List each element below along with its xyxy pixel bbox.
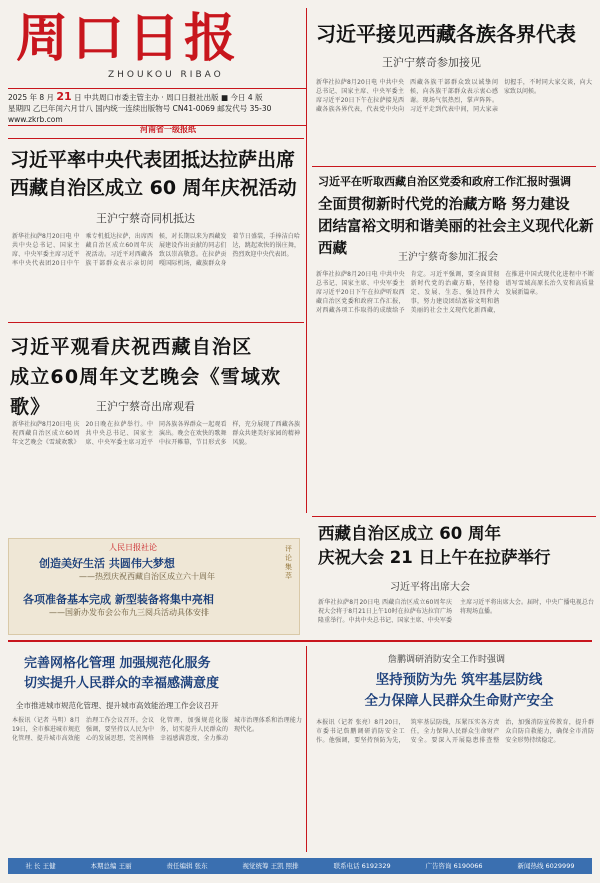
footer-item: 新闻热线 6029999 <box>517 862 575 870</box>
story7-headline-line1: 坚持预防为先 筑牢基层防线 <box>375 672 543 688</box>
story4-body: 新华社拉萨8月20日电 庆祝西藏自治区成立60周年文艺晚会《雪域欢歌》20日晚在拉萨举行。中共中央总书记、国家主席、中央军委主席习近平同各族各界群众一起观看演出。晚会在欢快的歌舞中拉开帷幕，节目形式多样，充分展现了西藏各族群众共建美好家园的精神风貌。 <box>12 421 300 446</box>
rule <box>8 138 304 139</box>
rule <box>8 322 304 323</box>
cn-number: 国内统一连续出版物号 CN41-0069 <box>95 104 215 113</box>
story3-headline-line3: 团结富裕文明和谐美丽的社会主义现代化新西藏 <box>318 219 594 257</box>
story5-headline-line2: 庆祝大会 21 日上午在拉萨举行 <box>318 548 551 567</box>
story4-headline-line2: 成立60周年文艺晚会《雪域欢歌》 <box>10 366 282 418</box>
story6-headline <box>24 654 314 694</box>
story6-subhead: 全市推进城市规范化管理、提升城市高效能治理工作会议召开 <box>16 701 219 710</box>
editorial-tag: 人民日报社论 <box>109 543 157 552</box>
story2-subhead: 王沪宁蔡奇同机抵达 <box>96 212 195 225</box>
editorial-subtitle-2: ——国新办发布会公布九三阅兵活动具体安排 <box>49 608 209 617</box>
sponsor: 中共周口市委主管主办 · 周口日报社出版 <box>84 93 219 102</box>
paper-grade: 河南省一级报纸 <box>140 125 196 134</box>
editorial-side-label: 评论集萃 <box>285 545 292 580</box>
website: www.zkrb.com <box>8 115 63 124</box>
story2-body: 新华社拉萨8月20日电 中共中央总书记、国家主席、中央军委主席习近平率中央代表团20日中午乘专机抵达拉萨，出席西藏自治区成立60周年庆祝活动。习近平对西藏各族干部群众表示亲切问候，对长期以来为西藏发展建设作出贡献的同志们致以崇高敬意。在拉萨贡嘎国际机场，藏族群众身着节日盛装，手捧洁白哈达，跳起欢快的锅庄舞，热烈欢迎中央代表团。 <box>12 233 300 267</box>
story4-headline-line1: 习近平观看庆祝西藏自治区 <box>10 336 253 358</box>
story4-subhead: 王沪宁蔡奇出席观看 <box>96 400 195 413</box>
rule <box>312 166 596 167</box>
issue-pages: 今日 4 版 <box>230 93 263 102</box>
story3-subhead: 王沪宁蔡奇参加汇报会 <box>398 252 498 263</box>
editorial-title-1: 创造美好生活 共圆伟大梦想 <box>39 557 175 570</box>
footer-item: 社 长 王健 <box>25 862 56 870</box>
story3-headline-line2: 全面贯彻新时代党的治藏方略 努力建设 <box>318 197 570 213</box>
story1-subhead: 王沪宁蔡奇参加接见 <box>382 56 481 69</box>
editorial-title-2: 各项准备基本完成 新型装备将集中亮相 <box>23 593 214 606</box>
story1-headline: 习近平接见西藏各族各界代表 <box>316 22 576 46</box>
date-year: 2025 年 8 月 <box>8 93 55 102</box>
story7-headline <box>322 670 596 712</box>
post-code: 邮发代号 35-30 <box>217 104 272 113</box>
story5-body: 新华社拉萨8月20日电 西藏自治区成立60周年庆祝大会将于8月21日上午10时在拉萨布达拉宫广场隆重举行。中共中央总书记、国家主席、中央军委主席习近平将出席大会。届时，中央广播电视总台将现场直播。 <box>318 599 594 624</box>
editorial-box <box>8 538 300 635</box>
story6-body: 本报讯（记者 马明）8月19日，全市推进城市规范化管理、提升城市高效能治理工作会议召开。会议强调，要坚持以人民为中心的发展思想，完善网格化管理，加强规范化服务，切实提升人民群众的幸福感满意度，全力推动城市治理体系和治理能力现代化。 <box>12 717 302 742</box>
lunar-date: 乙巳年闰六月廿八 <box>32 104 93 113</box>
story2-headline-line1: 习近平率中央代表团抵达拉萨出席 <box>10 149 296 171</box>
date-day: 21 <box>56 90 72 103</box>
story3-kicker: 习近平在听取西藏自治区党委和政府工作汇报时强调 <box>318 175 571 188</box>
story7-body: 本报讯（记者 张亮）8月20日，市委书记詹鹏调研消防安全工作。他强调，要坚持预防为先，筑牢基层防线，压紧压实各方责任，全力保障人民群众生命财产安全。要深入开展隐患排查整治，加强消防宣传教育，提升群众自防自救能力，确保全市消防安全形势持续稳定。 <box>316 719 594 744</box>
masthead-title: 周口日报 <box>16 8 241 69</box>
column-divider <box>306 8 307 513</box>
story6-headline-line1: 完善网格化管理 加强规范化服务 <box>24 656 211 671</box>
footer-item: 视觉统筹 王凯 照排 <box>242 862 299 870</box>
story5-headline <box>318 522 598 570</box>
masthead-roman: ZHOUKOU RIBAO <box>108 70 224 80</box>
footer-bar <box>8 858 592 874</box>
story2-headline-line2: 西藏自治区成立 60 周年庆祝活动 <box>10 177 297 199</box>
story6-headline-line2: 切实提升人民群众的幸福感满意度 <box>24 676 220 691</box>
story3-body: 新华社拉萨8月20日电 中共中央总书记、国家主席、中央军委主席习近平20日下午在拉萨听取西藏自治区党委和政府工作汇报，对西藏各项工作取得的成绩给予肯定。习近平强调，要全面贯彻新时代党的治藏方略，坚持稳定、发展、生态、强边四件大事，努力建设团结富裕文明和谐美丽的社会主义现代化新西藏，在推进中国式现代化进程中不断谱写雪域高原长治久安和高质量发展新篇章。 <box>316 271 594 314</box>
weekday: 星期四 <box>8 104 31 113</box>
footer-item: 责任编辑 张东 <box>166 862 208 870</box>
story1-body: 新华社拉萨8月20日电 中共中央总书记、国家主席、中央军委主席习近平20日下午在拉萨接见西藏各族各界代表，代表党中央向西藏各族干部群众致以诚挚问候，向各族干部群众表示衷心感谢。现场气氛热烈，掌声阵阵。习近平走到代表中间，同大家亲切握手，不时同大家交谈，向大家致以问候。 <box>316 79 592 113</box>
footer-item: 本期总编 王丽 <box>90 862 132 870</box>
bottom-rule <box>8 640 592 642</box>
editorial-subtitle-1: ——热烈庆祝西藏自治区成立六十周年 <box>79 572 215 581</box>
story7-kicker: 詹鹏调研消防安全工作时强调 <box>388 655 506 665</box>
story5-subhead: 习近平将出席大会 <box>390 582 470 593</box>
story7-headline-line2: 全力保障人民群众生命财产安全 <box>364 693 554 709</box>
footer-item: 联系电话 6192329 <box>333 862 391 870</box>
column-divider <box>306 646 307 852</box>
dateline: 2025 年 8 月 21 日 中共周口市委主管主办 · 周口日报社出版 ■ 今日 4 版 星期四 乙巳年闰六月廿八 国内统一连续出版物号 CN41-0069 邮发代号 35-30 www.zkrb.com <box>8 88 306 126</box>
footer-item: 广告咨询 6190066 <box>425 862 483 870</box>
rule <box>312 516 596 517</box>
story5-headline-line1: 西藏自治区成立 60 周年 <box>318 524 501 543</box>
story2-headline <box>10 146 306 202</box>
